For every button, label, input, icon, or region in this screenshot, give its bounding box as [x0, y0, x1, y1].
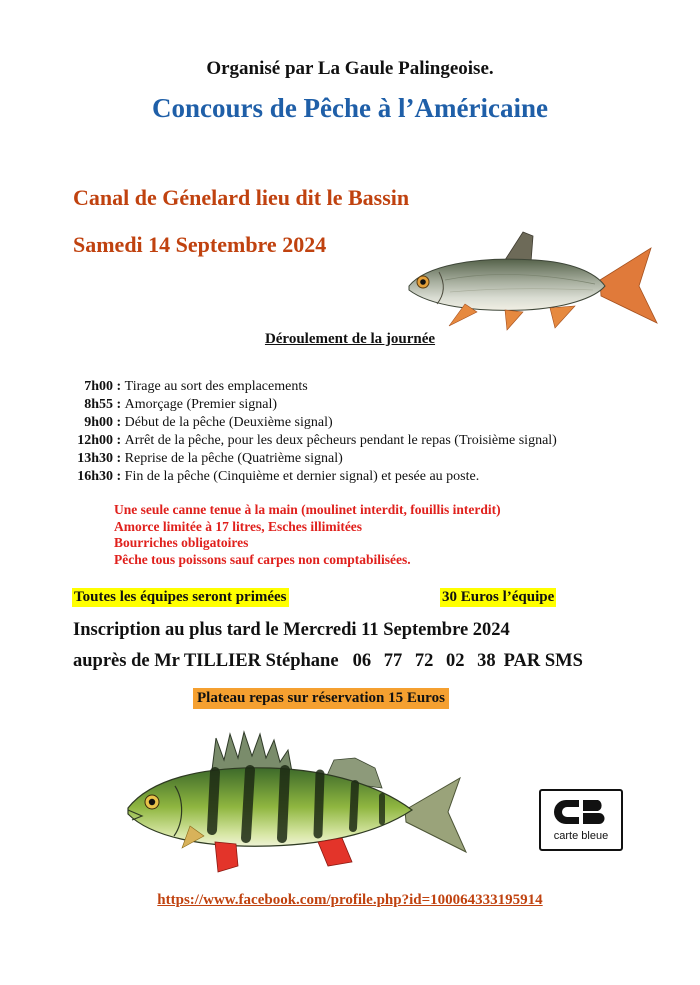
schedule-text: Reprise de la pêche (Quatrième signal) — [124, 451, 343, 466]
schedule-time: 13h30 — [77, 451, 113, 466]
schedule-time: 8h55 — [84, 397, 113, 412]
schedule-item: 7h00 : Tirage au sort des emplacements — [73, 378, 557, 396]
carte-bleue-label: carte bleue — [553, 830, 609, 842]
contact-name: auprès de Mr TILLIER Stéphane — [73, 651, 339, 671]
facebook-link[interactable]: https://www.facebook.com/profile.php?id=100064333195914 — [157, 892, 543, 908]
schedule-item: 8h55 : Amorçage (Premier signal) — [73, 396, 557, 414]
registration-contact — [73, 651, 583, 672]
cb-logo-icon — [553, 797, 609, 827]
rule-item: Amorce limitée à 17 litres, Esches illimitées — [114, 518, 363, 534]
contact-method: PAR SMS — [503, 651, 583, 671]
schedule-item: 9h00 : Début de la pêche (Deuxième signal) — [73, 414, 557, 432]
organizer-line: Organisé par La Gaule Palingeoise. — [206, 58, 494, 79]
schedule-item: 13h30 : Reprise de la pêche (Quatrième signal) — [73, 450, 557, 468]
registration-deadline: Inscription au plus tard le Mercredi 11 Septembre 2024 — [73, 620, 510, 640]
schedule-time: 7h00 — [84, 379, 113, 394]
roach-fish-illustration — [405, 228, 660, 333]
schedule-text: Arrêt de la pêche, pour les deux pêcheurs pendant le repas (Troisième signal) — [124, 433, 557, 448]
schedule-text: Fin de la pêche (Cinquième et dernier signal) et pesée au poste. — [124, 469, 480, 484]
schedule-time: 16h30 — [77, 469, 113, 484]
prize-teams-highlight: Toutes les équipes seront primées — [74, 589, 287, 605]
schedule-text: Début de la pêche (Deuxième signal) — [124, 415, 333, 430]
perch-fish-illustration — [120, 730, 470, 880]
rule-item: Pêche tous poissons sauf carpes non comptabilisées. — [114, 551, 411, 567]
page-title: Concours de Pêche à l’Américaine — [152, 93, 548, 123]
schedule-item: 16h30 : Fin de la pêche (Cinquième et dernier signal) et pesée au poste. — [73, 468, 557, 486]
meal-highlight: Plateau repas sur réservation 15 Euros — [193, 688, 449, 709]
schedule-time: 12h00 — [77, 433, 113, 448]
rule-item: Bourriches obligatoires — [114, 535, 249, 550]
rule-item: Une seule canne tenue à la main (moulinet interdit, fouillis interdit) — [114, 502, 501, 517]
rules-list — [114, 502, 501, 568]
contact-phone: 06 77 72 02 38 — [352, 651, 496, 671]
schedule-time: 9h00 — [84, 415, 113, 430]
carte-bleue-logo — [539, 789, 623, 851]
schedule-item: 12h00 : Arrêt de la pêche, pour les deux pêcheurs pendant le repas (Troisième signal) — [73, 432, 557, 450]
event-location: Canal de Génelard lieu dit le Bassin — [73, 185, 410, 210]
price-highlight: 30 Euros l’équipe — [442, 589, 555, 605]
schedule-list — [73, 378, 557, 486]
schedule-text: Amorçage (Premier signal) — [124, 397, 278, 412]
event-date: Samedi 14 Septembre 2024 — [73, 232, 327, 257]
schedule-text: Tirage au sort des emplacements — [124, 379, 308, 394]
schedule-heading: Déroulement de la journée — [264, 331, 436, 347]
